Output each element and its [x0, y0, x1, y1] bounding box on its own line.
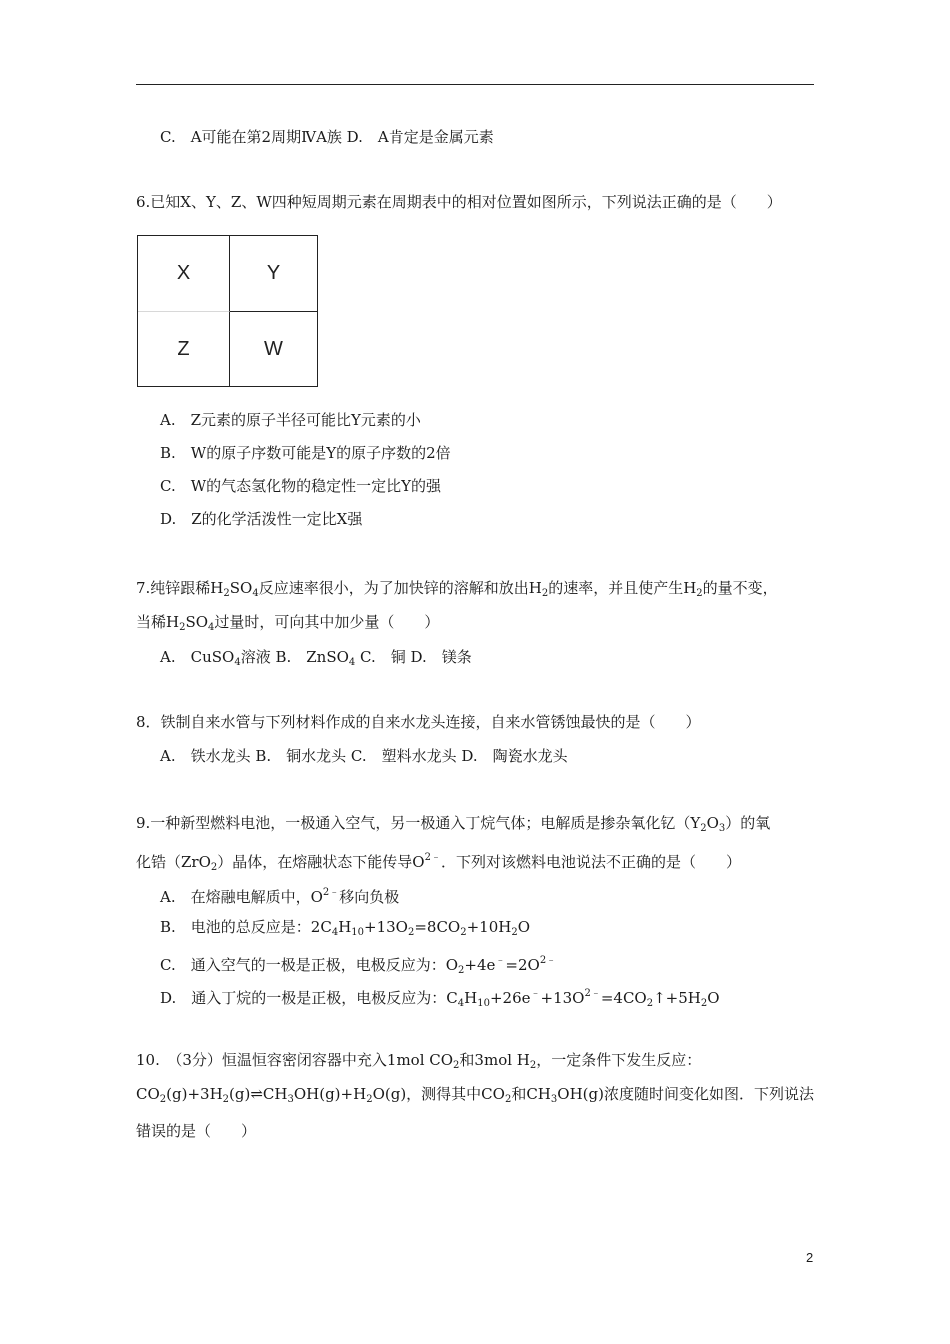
page-number: 2: [806, 1250, 814, 1265]
header-rule: [136, 84, 814, 85]
q9-stem-line1: 9.一种新型燃料电池，一极通入空气，另一极通入丁烷气体；电解质是掺杂氧化钇$(Y_2O_3)$的氧: [136, 814, 771, 834]
q6-option-a: A. Z元素的原子半径可能比Y元素的小: [160, 411, 421, 429]
q8-stem: 8．铁制自来水管与下列材料作成的自来水龙头连接，自来水管锈蚀最快的是（ ）: [136, 713, 701, 731]
q9-option-c: C. 通入空气的一极是正极，电极反应为：$O_2+4e^﹣=2O^{2﹣}$: [160, 955, 557, 976]
q10-stem-line1: 10. （3分）恒温恒容密闭容器中充入1mol $CO_2$和3mol $H_2$，一定条件下发生反应：: [136, 1051, 702, 1071]
q6-option-d: D. Z的化学活泼性一定比X强: [160, 510, 363, 528]
q10-stem-line3: 错误的是（ ）: [136, 1122, 257, 1140]
q9-option-b: B. 电池的总反应是：$2C_4H_{10}+13O_2=8CO_2+10H_2O$: [160, 918, 531, 938]
q8-options: A. 铁水龙头 B. 铜水龙头 C. 塑料水龙头 D. 陶瓷水龙头: [160, 747, 568, 765]
q9-option-a: A. 在熔融电解质中，$O^{2﹣}$移向负极: [160, 887, 400, 906]
grid-cell-x: X: [138, 236, 230, 312]
q10-stem-line2: $CO_2(g)+3H_2(g)\rightleftharpoons CH_3OH(g)+H_2O(g)$，测得其中$CO_2$和$CH_3OH(g)$浓度随时间变化如图．下列说法: [136, 1085, 814, 1105]
grid-cell-z: Z: [138, 312, 230, 386]
q7-stem-line1: 7.纯锌跟稀$H_2SO_4$反应速率很小，为了加快锌的溶解和放出$H_2$的速率，并且使产生$H_2$的量不变，: [136, 579, 778, 599]
grid-cell-w: W: [264, 337, 283, 360]
q7-options: A. CuSO$_4$溶液 B. ZnSO$_4$ C. 铜 D. 镁条: [160, 648, 472, 668]
q6-option-c: C. W的气态氢化物的稳定性一定比Y的强: [160, 477, 442, 495]
periodic-table-grid: [137, 235, 318, 387]
q5-options-cd: C. A可能在第2周期ⅣA族 D. A肯定是金属元素: [160, 128, 494, 146]
q9-option-d: D. 通入丁烷的一极是正极，电极反应为：$C_4H_{10}+26e^﹣+13O^{2﹣}=4CO_2↑+5H_2O$: [160, 988, 720, 1009]
q9-stem-line2: 化锆（ZrO$_2$）晶体，在熔融状态下能传导$O^{2﹣}$．下列对该燃料电池说法不正确的是（ ）: [136, 852, 741, 873]
q6-stem: 6.已知X、Y、Z、W四种短周期元素在周期表中的相对位置如图所示，下列说法正确的是（ ）: [136, 193, 782, 211]
q7-stem-line2: 当稀$H_2SO_4$过量时，可向其中加少量（ ）: [136, 613, 440, 633]
grid-cell-y: Y: [230, 236, 317, 312]
q6-option-b: B. W的原子序数可能是Y的原子序数的2倍: [160, 444, 451, 462]
